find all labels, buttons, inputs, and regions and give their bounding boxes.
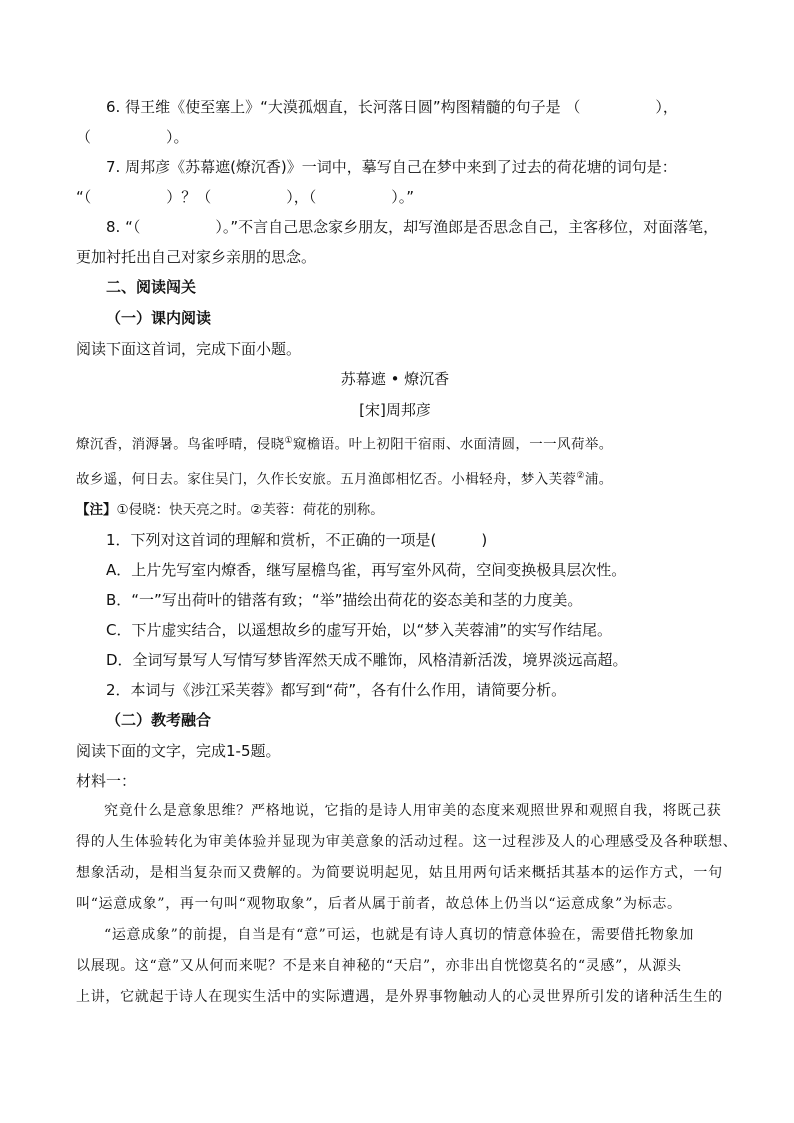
- part-1-title: （一）课内阅读: [106, 309, 212, 327]
- poem-line-2: [76, 461, 722, 496]
- note-text: ①侵晓：快天亮之时。②芙蓉：荷花的别称。: [116, 502, 384, 518]
- note-label: 【注】: [76, 502, 117, 518]
- poem-title: 苏幕遮 • 燎沉香: [340, 370, 450, 388]
- question-2: 2．本词与《涉江采芙蓉》都写到“荷”，各有什么作用，请简要分析。: [106, 681, 567, 699]
- question-6-line-2: （ ）。: [76, 128, 189, 146]
- question-8-line-1: 8. “（ ）。”不言自己思念家乡朋友，却写渔郎是否思念自己，主客移位，对面落笔，: [106, 218, 719, 236]
- part-2-title: （二）教考融合: [106, 711, 212, 729]
- poem-line-1-text-a: 燎沉香，消溽暑。鸟雀呼晴，侵晓: [76, 436, 285, 453]
- footnote-mark-1: ①: [284, 436, 293, 446]
- poem-line-2-text-a: 故乡遥，何日去。家住吴门，久作长安旅。五月渔郎相忆否。小楫轻舟，梦入芙蓉: [76, 471, 577, 487]
- footnote-mark-2: ②: [576, 470, 585, 481]
- prose-line-6: 以展现。这“意”又从何而来呢？不是来自神秘的“天启”，亦非出自恍惚莫名的“灵感”，从源头: [76, 958, 682, 974]
- prose-line-3: 想象活动，是相当复杂而又费解的。为简要说明起见，姑且用两句话来概括其基本的运作方式，一句: [76, 865, 723, 881]
- question-7-line-2: “（ ）？（ ），（ ）。”: [76, 188, 415, 206]
- poem-line-1: [76, 426, 722, 461]
- question-8-line-2: 更加衬托出自己对家乡亲朋的思念。: [76, 248, 317, 266]
- question-6-line-1: 6. 得王维《使至塞上》“大漠孤烟直，长河落日圆”构图精髓的句子是 （ ），: [106, 98, 678, 116]
- poem-note: [76, 495, 722, 525]
- option-a: A．上片先写室内燎香，继写屋檐鸟雀，再写室外风荷，空间变换极具层次性。: [106, 561, 627, 579]
- prose-line-2: 得的人生体验转化为审美体验并显现为审美意象的活动过程。这一过程涉及人的心理感受及各种联想、: [76, 834, 738, 850]
- poem-author: [宋]周邦彦: [359, 401, 431, 419]
- question-7-line-1: 7. 周邦彦《苏幕遮(燎沉香)》一词中，摹写自己在梦中来到了过去的荷花塘的词句是：: [106, 158, 677, 176]
- option-c: C．下片虚实结合，以遥想故乡的虚写开始，以“梦入芙蓉浦”的实写作结尾。: [106, 621, 613, 639]
- poem-line-1-text-b: 窥檐语。叶上初阳干宿雨、水面清圆，一一风荷举。: [292, 436, 613, 453]
- reading-instruction: 阅读下面这首词，完成下面小题。: [76, 340, 302, 358]
- poem-line-2-text-b: 浦。: [584, 471, 613, 487]
- reading-instruction-2: 阅读下面的文字，完成1-5题。: [76, 742, 281, 760]
- prose-line-5: “运意成象”的前提，自当是有“意”可运，也就是有诗人真切的情意体验在，需要借托物象加: [104, 927, 695, 943]
- question-1: 1．下列对这首词的理解和赏析，不正确的一项是( ): [106, 531, 488, 549]
- option-d: D．全词写景写人写情写梦皆浑然天成不雕饰，风格清新活泼，境界淡远高超。: [106, 651, 628, 669]
- prose-line-4: 叫“运意成象”，再一句叫“观物取象”，后者从属于前者，故总体上仍当以“运意成象”为标志。: [76, 896, 682, 912]
- section-heading: 二、阅读闯关: [106, 278, 197, 296]
- material-label: 材料一：: [76, 772, 137, 790]
- prose-line-1: 究竟什么是意象思维？严格地说，它指的是诗人用审美的态度来观照世界和观照自我，将既己获: [104, 803, 722, 819]
- option-b: B．“一”写出荷叶的错落有致；“举”描绘出荷花的姿态美和茎的力度美。: [106, 591, 583, 609]
- prose-line-7: 上讲，它就起于诗人在现实生活中的实际遭遇，是外界事物触动人的心灵世界所引发的诸种活生生的: [76, 989, 723, 1005]
